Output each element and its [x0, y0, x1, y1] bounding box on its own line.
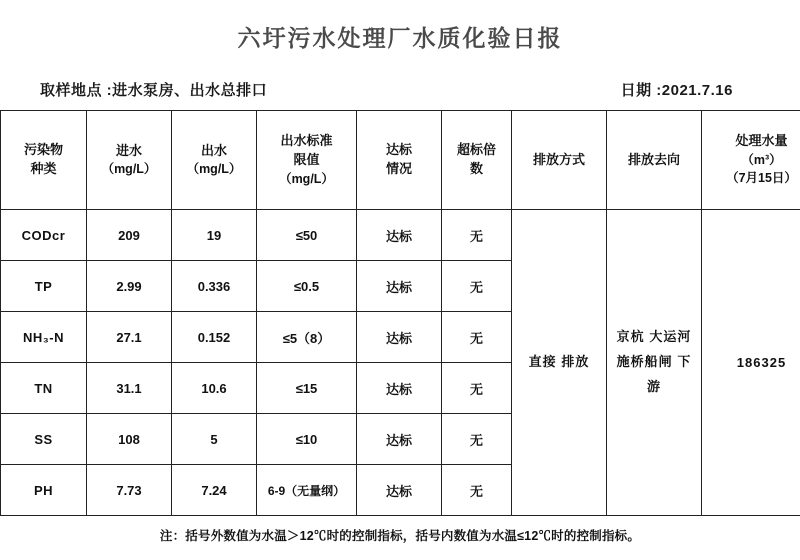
header-standard-limit [257, 111, 357, 210]
table-footnote: 注：括号外数值为水温＞12℃时的控制指标，括号内数值为水温≤12℃时的控制指标。 [159, 529, 641, 543]
cell-exceed: 无 [442, 312, 512, 363]
cell-standard: ≤15 [257, 363, 357, 414]
header-influent-unit: （mg/L） [101, 162, 157, 177]
cell-standard: ≤0.5 [257, 261, 357, 312]
cell-compliance: 达标 [357, 363, 442, 414]
cell-effluent: 0.152 [172, 312, 257, 363]
cell-discharge-mode [512, 210, 607, 516]
header-exceed-factor [442, 111, 512, 210]
cell-pollutant: TN [1, 363, 87, 414]
cell-exceed: 无 [442, 363, 512, 414]
header-discharge-mode: 排放方式 [512, 111, 607, 210]
cell-compliance: 达标 [357, 465, 442, 516]
header-pollutant [1, 111, 87, 210]
dest-line2: 大运河 [649, 329, 692, 345]
cell-effluent: 0.336 [172, 261, 257, 312]
header-effluent-unit: （mg/L） [186, 162, 242, 177]
cell-influent: 2.99 [87, 261, 172, 312]
dest-line1: 京杭 [616, 329, 645, 345]
cell-compliance: 达标 [357, 210, 442, 261]
sampling-location: 取样地点 :进水泵房、出水总排口 [40, 82, 268, 99]
cell-standard: ≤10 [257, 414, 357, 465]
header-compliance-line2: 情况 [385, 161, 412, 176]
cell-treated-volume: 186325 [702, 210, 800, 516]
cell-exceed: 无 [442, 465, 512, 516]
header-influent [87, 111, 172, 210]
header-influent-line1: 进水 [115, 142, 142, 158]
cell-influent: 209 [87, 210, 172, 261]
header-volume-date: （7月15日） [726, 171, 797, 186]
header-standard-line2: 限值 [293, 151, 320, 167]
cell-standard: 6-9（无量纲） [257, 465, 357, 516]
cell-standard: ≤50 [257, 210, 357, 261]
water-quality-table [0, 110, 800, 516]
cell-pollutant: CODcr [1, 210, 87, 261]
cell-effluent: 7.24 [172, 465, 257, 516]
header-discharge-destination: 排放去向 [607, 111, 702, 210]
cell-effluent: 19 [172, 210, 257, 261]
dest-line3: 施桥船闸 [616, 354, 673, 370]
cell-influent: 108 [87, 414, 172, 465]
page-title: 六圩污水处理厂水质化验日报 [237, 25, 563, 51]
cell-effluent: 10.6 [172, 363, 257, 414]
header-volume-unit: （m³） [741, 153, 782, 168]
cell-influent: 7.73 [87, 465, 172, 516]
header-effluent [172, 111, 257, 210]
report-date: 日期 :2021.7.16 [620, 82, 733, 99]
cell-exceed: 无 [442, 261, 512, 312]
cell-pollutant: PH [1, 465, 87, 516]
cell-pollutant: NH₃-N [1, 312, 87, 363]
header-pollutant-line2: 种类 [30, 161, 57, 176]
cell-exceed: 无 [442, 414, 512, 465]
cell-compliance: 达标 [357, 261, 442, 312]
cell-influent: 27.1 [87, 312, 172, 363]
header-pollutant-line1: 污染物 [23, 142, 63, 158]
report-meta [0, 57, 800, 110]
header-standard-unit: （mg/L） [279, 171, 334, 186]
header-exceed-line1: 超标倍 [456, 142, 496, 158]
cell-pollutant: TP [1, 261, 87, 312]
cell-standard: ≤5（8） [257, 312, 357, 363]
cell-effluent: 5 [172, 414, 257, 465]
cell-compliance: 达标 [357, 414, 442, 465]
header-effluent-line1: 出水 [200, 142, 227, 158]
header-standard-line1: 出水标准 [280, 133, 333, 149]
table-header-row [1, 111, 800, 210]
discharge-mode-line2: 排放 [561, 354, 590, 370]
table-row [1, 210, 800, 261]
cell-pollutant: SS [1, 414, 87, 465]
cell-exceed: 无 [442, 210, 512, 261]
header-compliance [357, 111, 442, 210]
header-exceed-line2: 数 [469, 161, 483, 176]
header-treated-volume [702, 111, 800, 210]
cell-compliance: 达标 [357, 312, 442, 363]
dest-line4: 下游 [646, 354, 692, 394]
discharge-mode-line1: 直接 [528, 354, 557, 370]
cell-discharge-destination [607, 210, 702, 516]
header-volume-line1: 处理水量 [735, 133, 788, 149]
cell-influent: 31.1 [87, 363, 172, 414]
header-compliance-line1: 达标 [385, 142, 412, 158]
